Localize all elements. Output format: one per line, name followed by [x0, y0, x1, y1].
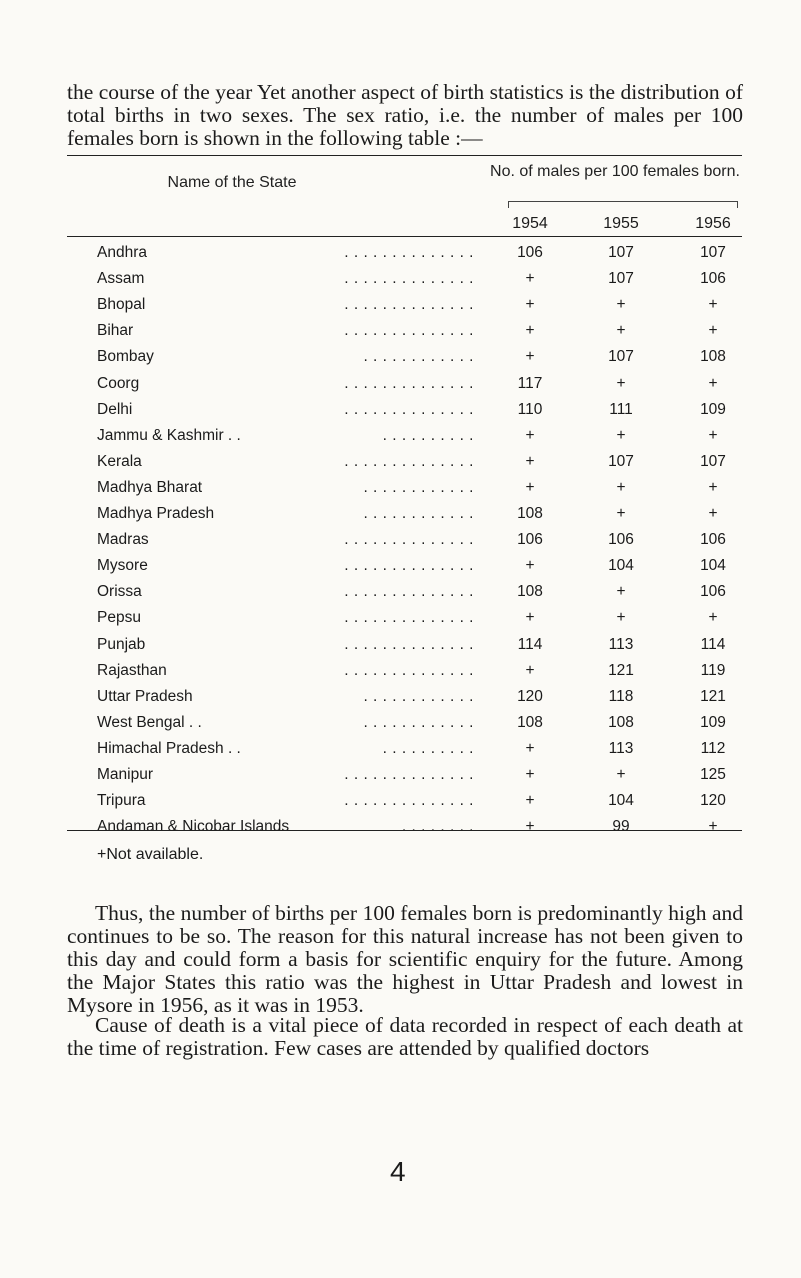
dot-leader: . . . . . . . . . . . . . . — [344, 609, 474, 627]
ratio-cell: + — [708, 374, 718, 392]
ratio-cell: 113 — [608, 739, 634, 757]
ratio-cell: 107 — [608, 244, 634, 261]
state-name: Andhra — [97, 244, 147, 261]
state-name: Madras — [97, 531, 149, 549]
table-row — [0, 427, 801, 453]
state-name: Jammu & Kashmir . . — [97, 426, 241, 444]
column-header-year: 1956 — [695, 215, 731, 232]
ratio-cell: 119 — [700, 661, 726, 679]
column-header-group: No. of males per 100 females born. — [490, 163, 740, 180]
ratio-cell: + — [525, 792, 535, 810]
ratio-cell: 121 — [608, 661, 634, 679]
ratio-cell: 104 — [608, 792, 634, 810]
ratio-cell: + — [708, 478, 718, 496]
table-row — [0, 636, 801, 662]
state-name: Himachal Pradesh . . — [97, 739, 241, 757]
table-row — [0, 792, 801, 818]
table-row — [0, 270, 801, 296]
dot-leader: . . . . . . . . . . . . . . — [344, 792, 474, 810]
state-name: Madhya Bharat — [97, 478, 203, 496]
ratio-cell: + — [525, 426, 535, 444]
ratio-cell: + — [525, 270, 535, 288]
dot-leader: . . . . . . . . . . . . — [363, 505, 474, 522]
ratio-cell: + — [708, 296, 718, 314]
ratio-cell: + — [525, 348, 535, 366]
dot-leader: . . . . . . . . . . . . . . — [344, 635, 474, 653]
table-row — [0, 531, 801, 557]
ratio-cell: 125 — [700, 766, 726, 783]
state-name: Uttar Pradesh — [97, 687, 193, 705]
column-header-state: Name of the State — [167, 174, 297, 191]
table-row — [0, 662, 801, 688]
ratio-cell: + — [616, 426, 626, 444]
header-brace — [508, 201, 738, 210]
ratio-cell: 106 — [517, 244, 543, 261]
ratio-cell: + — [616, 766, 626, 783]
ratio-cell: 106 — [608, 531, 634, 549]
dot-leader: . . . . . . . . . . . . . . — [344, 452, 474, 470]
state-name: Kerala — [97, 452, 142, 470]
dot-leader: . . . . . . . . . . . . — [363, 687, 474, 705]
ratio-cell: + — [708, 609, 718, 627]
body-paragraph: Thus, the number of births per 100 females born is predominantly high and continues to be so. The reason for this natural increase has not been given to this day and could form a basis for scientific enquiry for the future. Among the Major States this ratio was the highest in Uttar Pradesh and lowest in Mysore in 1956, as it was in 1953. — [67, 901, 743, 1017]
ratio-cell: 108 — [517, 505, 543, 522]
table-row — [0, 505, 801, 531]
ratio-cell: 104 — [608, 557, 634, 575]
ratio-cell: 112 — [700, 739, 726, 757]
ratio-cell: 107 — [608, 348, 634, 366]
state-name: Rajasthan — [97, 661, 167, 679]
ratio-cell: + — [616, 374, 626, 392]
table-row — [0, 453, 801, 479]
ratio-cell: + — [525, 322, 535, 340]
ratio-cell: + — [708, 322, 718, 340]
page-number: 4 — [390, 1156, 406, 1187]
ratio-cell: 106 — [517, 531, 543, 549]
ratio-cell: + — [525, 739, 535, 757]
dot-leader: . . . . . . . . . . . . . . — [344, 400, 474, 418]
ratio-cell: + — [525, 296, 535, 314]
table-row — [0, 348, 801, 374]
ratio-cell: 114 — [517, 635, 543, 653]
dot-leader: . . . . . . . . . . . . — [363, 713, 474, 731]
ratio-cell: + — [525, 661, 535, 679]
ratio-cell: 108 — [517, 713, 543, 731]
dot-leader: . . . . . . . . — [401, 818, 474, 836]
table-row — [0, 479, 801, 505]
state-name: Coorg — [97, 374, 140, 392]
ratio-cell: 120 — [700, 792, 726, 810]
dot-leader: . . . . . . . . . . . . . . — [344, 661, 474, 679]
ratio-cell: + — [708, 505, 718, 522]
ratio-cell: 118 — [608, 687, 634, 705]
table-row — [0, 609, 801, 635]
ratio-cell: + — [616, 478, 626, 496]
table-row — [0, 557, 801, 583]
table-row — [0, 244, 801, 270]
ratio-cell: 107 — [700, 452, 726, 470]
dot-leader: . . . . . . . . . . . . . . — [344, 766, 474, 783]
state-name: Bihar — [97, 322, 134, 340]
state-name: Delhi — [97, 400, 133, 418]
ratio-cell: 108 — [608, 713, 634, 731]
state-name: Andaman & Nicobar Islands — [97, 818, 290, 836]
dot-leader: . . . . . . . . . . — [382, 426, 474, 444]
ratio-cell: 117 — [517, 374, 543, 392]
ratio-cell: + — [525, 818, 535, 836]
ratio-cell: + — [525, 766, 535, 783]
column-header-year: 1955 — [603, 215, 639, 232]
ratio-cell: 121 — [700, 687, 726, 705]
dot-leader: . . . . . . . . . . . . . . — [344, 296, 474, 314]
dot-leader: . . . . . . . . . . . . . . — [344, 244, 474, 261]
dot-leader: . . . . . . . . . . . . — [363, 348, 474, 366]
dot-leader: . . . . . . . . . . . . . . — [344, 583, 474, 601]
table-footnote: +Not available. — [97, 846, 204, 863]
table-row — [0, 714, 801, 740]
ratio-cell: 107 — [700, 244, 726, 261]
table-row — [0, 583, 801, 609]
dot-leader: . . . . . . . . . . . . — [363, 478, 474, 496]
ratio-cell: + — [616, 505, 626, 522]
ratio-cell: 107 — [608, 452, 634, 470]
dot-leader: . . . . . . . . . . . . . . — [344, 322, 474, 340]
state-name: Pepsu — [97, 609, 141, 627]
ratio-cell: 109 — [700, 400, 726, 418]
state-name: West Bengal . . — [97, 713, 202, 731]
ratio-cell: 106 — [700, 531, 726, 549]
table-row — [0, 688, 801, 714]
ratio-cell: + — [525, 609, 535, 627]
state-name: Mysore — [97, 557, 148, 575]
state-name: Punjab — [97, 635, 146, 653]
ratio-cell: 109 — [700, 713, 726, 731]
table-bottom-rule — [67, 830, 742, 831]
state-name: Madhya Pradesh — [97, 505, 215, 522]
table-row — [0, 740, 801, 766]
table-row — [0, 322, 801, 348]
ratio-cell: 114 — [700, 635, 726, 653]
state-name: Bhopal — [97, 296, 146, 314]
ratio-cell: 111 — [609, 400, 633, 418]
ratio-cell: + — [708, 818, 718, 836]
dot-leader: . . . . . . . . . . . . . . — [344, 374, 474, 392]
ratio-cell: + — [525, 452, 535, 470]
column-header-year: 1954 — [512, 215, 548, 232]
ratio-cell: 110 — [517, 400, 543, 418]
state-name: Manipur — [97, 766, 153, 783]
ratio-cell: + — [525, 478, 535, 496]
ratio-cell: + — [616, 609, 626, 627]
ratio-cell: + — [616, 583, 626, 601]
ratio-cell: 113 — [608, 635, 634, 653]
dot-leader: . . . . . . . . . . — [382, 739, 474, 757]
ratio-cell: 106 — [700, 270, 726, 288]
dot-leader: . . . . . . . . . . . . . . — [344, 270, 474, 288]
ratio-cell: 104 — [700, 557, 726, 575]
table-row — [0, 401, 801, 427]
ratio-cell: 108 — [517, 583, 543, 601]
ratio-cell: 107 — [608, 270, 634, 288]
state-name: Tripura — [97, 792, 146, 810]
ratio-cell: 108 — [700, 348, 726, 366]
ratio-cell: + — [525, 557, 535, 575]
table-row — [0, 296, 801, 322]
table-row — [0, 375, 801, 401]
ratio-cell: + — [616, 322, 626, 340]
state-name: Bombay — [97, 348, 154, 366]
ratio-cell: + — [708, 426, 718, 444]
state-name: Orissa — [97, 583, 142, 601]
ratio-cell: 120 — [517, 687, 543, 705]
ratio-cell: 106 — [700, 583, 726, 601]
body-paragraph: Cause of death is a vital piece of data recorded in respect of each death at the time of registration. Few cases are attended by qualified doctors — [67, 1013, 743, 1060]
state-name: Assam — [97, 270, 145, 288]
table-header-rule — [67, 236, 742, 237]
ratio-cell: 99 — [612, 818, 630, 836]
ratio-cell: + — [616, 296, 626, 314]
table-row — [0, 818, 801, 844]
table-row — [0, 766, 801, 792]
dot-leader: . . . . . . . . . . . . . . — [344, 531, 474, 549]
dot-leader: . . . . . . . . . . . . . . — [344, 557, 474, 575]
intro-paragraph: the course of the year Yet another aspect of birth statistics is the distribution of total births in two sexes. The sex ratio, i.e. the number of males per 100 females born is shown in the following table :— — [67, 80, 743, 150]
table-top-rule — [67, 155, 742, 156]
